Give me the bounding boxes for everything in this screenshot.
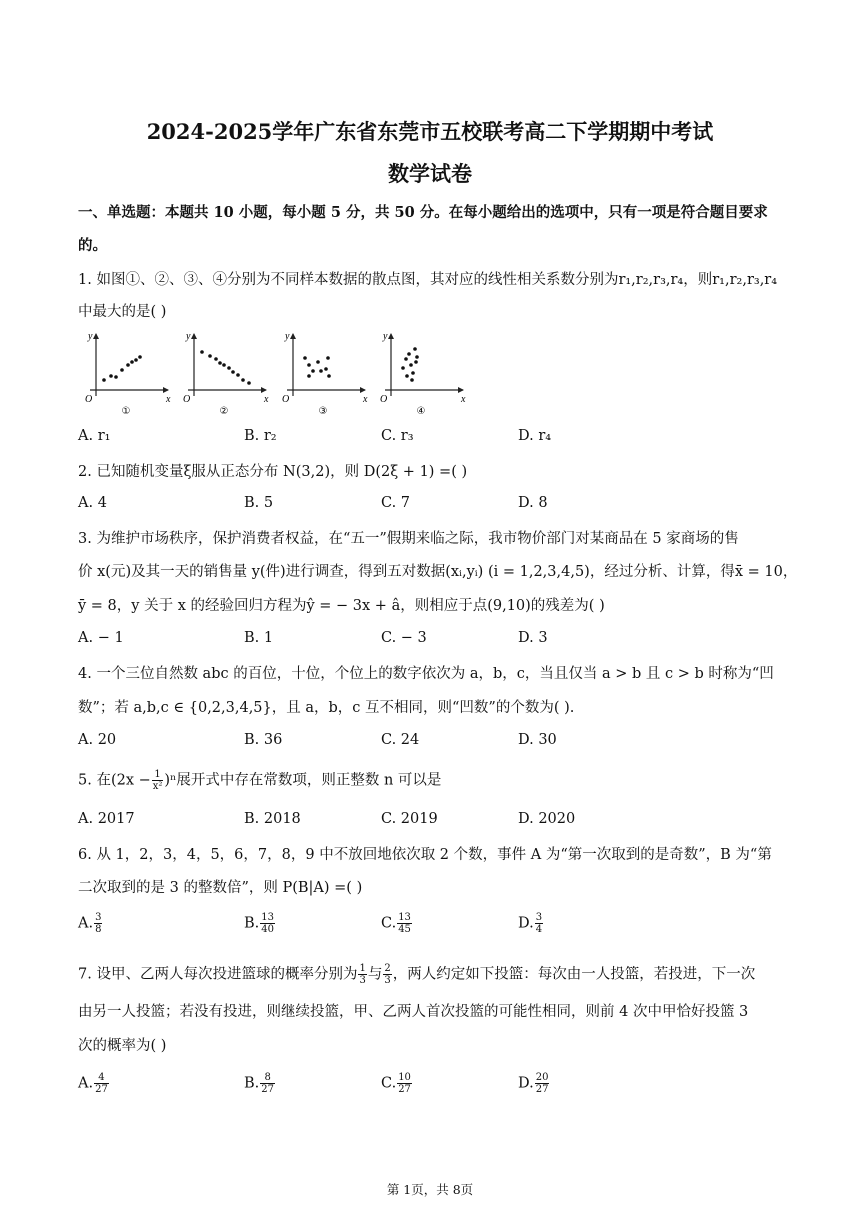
exam-subtitle: 数学试卷 — [388, 161, 472, 186]
scatter-point — [222, 363, 226, 367]
q5-option-d: D. 2020 — [518, 811, 576, 827]
q4-option-a: A. 20 — [78, 732, 117, 748]
scatter-point — [303, 356, 307, 360]
scatter-point — [404, 357, 408, 361]
scatter-point — [401, 366, 405, 370]
y-axis-label: y — [285, 331, 290, 342]
q7-fraction-1 — [358, 963, 366, 986]
scatter-point — [414, 360, 418, 364]
scatter-point — [247, 381, 251, 385]
question-3-line-3: ȳ = 8，y 关于 x 的经验回归方程为ŷ = − 3x + â，则相应于点(9,10)的残差为( ) — [78, 598, 605, 614]
q1-option-c: C. r₃ — [381, 428, 414, 444]
q7-mid: 与 — [367, 966, 383, 983]
question-3-line-1: 3. 为维护市场秩序，保护消费者权益，在“五一”假期来临之际，我市物价部门对某商品在 5 家商场的售 — [78, 531, 739, 547]
q7-d-fraction — [535, 1072, 550, 1095]
scatter-plot-3 — [282, 331, 368, 417]
q6-b-den: 40 — [261, 924, 274, 935]
q7-f1-den: 3 — [359, 975, 366, 986]
q5-option-b: B. 2018 — [244, 811, 301, 827]
q6-d-label: D. — [518, 915, 534, 932]
q6-a-num: 3 — [95, 912, 102, 923]
scatter-plot-2 — [183, 331, 269, 417]
q5-text: 展开式中存在常数项，则正整数 n 可以是 — [176, 772, 442, 789]
q7-text-start: 7. 设甲、乙两人每次投进篮球的概率分别为 — [78, 966, 358, 983]
q6-option-a — [78, 912, 103, 935]
q7-fraction-2 — [383, 963, 391, 986]
y-axis-label: y — [383, 331, 388, 342]
q6-c-num: 13 — [398, 912, 411, 923]
q7-b-fraction — [260, 1072, 275, 1095]
q7-b-den: 27 — [261, 1084, 274, 1095]
q7-option-c — [381, 1072, 413, 1095]
q5-frac-den: x² — [152, 781, 163, 792]
q4-option-c: C. 24 — [381, 732, 420, 748]
q6-b-fraction — [260, 912, 275, 935]
scatter-point — [236, 373, 240, 377]
q7-option-a — [78, 1072, 110, 1095]
scatter-point — [102, 378, 106, 382]
q2-option-d: D. 8 — [518, 495, 548, 511]
scatter-plot-1 — [85, 331, 171, 417]
question-7-line-3: 次的概率为( ) — [78, 1038, 167, 1054]
scatter-point — [316, 360, 320, 364]
q6-c-label: C. — [381, 915, 397, 932]
scatter-point — [214, 357, 218, 361]
scatter-point — [227, 366, 231, 370]
q3-option-c: C. − 3 — [381, 630, 427, 646]
x-axis-label: x — [363, 394, 368, 405]
scatter-point — [138, 355, 142, 359]
q1-option-d: D. r₄ — [518, 428, 552, 444]
q2-option-c: C. 7 — [381, 495, 411, 511]
question-3-line-2: 价 x(元)及其一天的销售量 y(件)进行调查，得到五对数据(xᵢ,yᵢ) (i = 1,2,3,4,5)，经过分析、计算，得x̄ = 10， — [78, 564, 798, 580]
q7-a-label: A. — [78, 1075, 94, 1092]
y-axis-label: y — [88, 331, 93, 342]
q7-f2-num: 2 — [384, 963, 391, 974]
q7-a-den: 27 — [95, 1084, 108, 1095]
q3-option-a: A. − 1 — [78, 630, 124, 646]
x-axis-label: x — [264, 394, 269, 405]
q6-b-num: 13 — [261, 912, 274, 923]
q4-option-d: D. 30 — [518, 732, 557, 748]
q7-c-fraction — [397, 1072, 412, 1095]
q6-d-num: 3 — [535, 912, 543, 923]
q6-d-den: 4 — [535, 924, 543, 935]
question-7-line-1 — [78, 963, 788, 986]
q6-c-fraction — [397, 912, 412, 935]
y-axis-label: y — [186, 331, 191, 342]
scatter-plot-figures — [78, 328, 478, 418]
q5-suffix: )ⁿ — [164, 772, 177, 789]
q1-option-b: B. r₂ — [244, 428, 277, 444]
q6-a-den: 8 — [95, 924, 102, 935]
figure-label: ① — [121, 406, 131, 417]
q7-d-label: D. — [518, 1075, 534, 1092]
question-5 — [78, 769, 788, 792]
scatter-point — [409, 363, 413, 367]
q7-d-num: 20 — [535, 1072, 549, 1083]
question-4-line-2: 数”；若 a,b,c ∈ {0,2,3,4,5}，且 a，b，c 互不相同，则“凹数”的个数为( ). — [78, 700, 575, 716]
scatter-point — [307, 374, 311, 378]
q7-c-den: 27 — [398, 1084, 411, 1095]
q6-option-d — [518, 912, 544, 935]
q2-option-b: B. 5 — [244, 495, 274, 511]
scatter-point — [407, 352, 411, 356]
q3-option-d: D. 3 — [518, 630, 548, 646]
figure-label: ③ — [318, 406, 328, 417]
section-heading: 一、单选题：本题共 10 小题，每小题 5 分，共 50 分。在每小题给出的选项中，只有一项是符合题目要求 — [78, 204, 768, 221]
q5-option-a: A. 2017 — [78, 811, 135, 827]
q7-b-num: 8 — [260, 1072, 275, 1084]
q6-a-fraction — [94, 912, 102, 935]
q7-option-d — [518, 1072, 550, 1095]
scatter-plot-4 — [380, 331, 466, 417]
page-footer: 第 1页，共 8页 — [386, 1182, 474, 1197]
origin-label: O — [282, 394, 290, 405]
q7-b-label: B. — [244, 1075, 260, 1092]
q6-option-c — [381, 912, 413, 935]
q7-d-den: 27 — [535, 1084, 549, 1095]
scatter-point — [130, 360, 134, 364]
q7-tail: ，两人约定如下投篮：每次由一人投篮，若投进，下一次 — [392, 966, 756, 983]
q6-d-fraction — [535, 912, 543, 935]
scatter-point — [120, 368, 124, 372]
scatter-point — [208, 354, 212, 358]
exam-title: 2024-2025学年广东省东莞市五校联考高二下学期期中考试 — [146, 119, 714, 144]
q5-fraction — [152, 769, 164, 792]
origin-label: O — [183, 394, 191, 405]
scatter-point — [415, 355, 419, 359]
scatter-point — [218, 361, 222, 365]
q1-option-a: A. r₁ — [78, 428, 111, 444]
question-6-line-2: 二次取到的是 3 的整数倍”，则 P(B|A) =( ) — [78, 880, 363, 896]
question-2: 2. 已知随机变量ξ服从正态分布 N(3,2)，则 D(2ξ + 1) =( ) — [78, 464, 468, 480]
scatter-point — [324, 367, 328, 371]
scatter-point — [411, 371, 415, 375]
q5-prefix: 5. 在(2x − — [78, 772, 151, 789]
question-7-line-2: 由另一人投篮；若没有投进，则继续投篮，甲、乙两人首次投篮的可能性相同，则前 4 次中甲恰好投篮 3 — [78, 1004, 749, 1020]
scatter-point — [327, 374, 331, 378]
q7-f2-den: 3 — [384, 975, 391, 986]
scatter-point — [307, 363, 311, 367]
q5-option-c: C. 2019 — [381, 811, 438, 827]
scatter-point — [126, 363, 130, 367]
q6-a-label: A. — [78, 915, 94, 932]
scatter-point — [200, 350, 204, 354]
scatter-point — [109, 374, 113, 378]
q7-a-num: 4 — [94, 1072, 109, 1084]
question-6-line-1: 6. 从 1，2，3，4，5，6，7，8，9 中不放回地依次取 2 个数，事件 A 为“第一次取到的是奇数”，B 为“第 — [78, 847, 772, 863]
scatter-point — [241, 378, 245, 382]
q2-option-a: A. 4 — [78, 495, 107, 511]
scatter-point — [114, 375, 118, 379]
scatter-point — [231, 370, 235, 374]
q5-frac-num: 1 — [152, 769, 164, 781]
q7-c-label: C. — [381, 1075, 397, 1092]
q7-c-num: 10 — [398, 1072, 411, 1083]
scatter-point — [326, 356, 330, 360]
x-axis-label: x — [166, 394, 171, 405]
scatter-point — [134, 358, 138, 362]
section-heading-cont: 的。 — [78, 237, 107, 254]
q7-a-fraction — [94, 1072, 109, 1095]
q7-option-b — [244, 1072, 276, 1095]
question-1-line-2: 中最大的是( ) — [78, 304, 167, 320]
q7-f1-num: 1 — [359, 963, 366, 974]
question-1-line-1: 1. 如图①、②、③、④分别为不同样本数据的散点图，其对应的线性相关系数分别为r₁,r₂,r₃,r₄，则r₁,r₂,r₃,r₄ — [78, 272, 778, 288]
q3-option-b: B. 1 — [244, 630, 274, 646]
q4-option-b: B. 36 — [244, 732, 283, 748]
question-4-line-1: 4. 一个三位自然数 abc 的百位，十位，个位上的数字依次为 a，b，c，当且仅当 a > b 且 c > b 时称为“凹 — [78, 666, 774, 682]
scatter-point — [410, 378, 414, 382]
scatter-point — [405, 374, 409, 378]
figure-label: ④ — [416, 406, 426, 417]
scatter-point — [311, 369, 315, 373]
origin-label: O — [85, 394, 93, 405]
q6-c-den: 45 — [398, 924, 411, 935]
q6-option-b — [244, 912, 276, 935]
figure-label: ② — [219, 406, 229, 417]
x-axis-label: x — [461, 394, 466, 405]
q6-b-label: B. — [244, 915, 260, 932]
origin-label: O — [380, 394, 388, 405]
scatter-point — [319, 369, 323, 373]
scatter-point — [413, 347, 417, 351]
